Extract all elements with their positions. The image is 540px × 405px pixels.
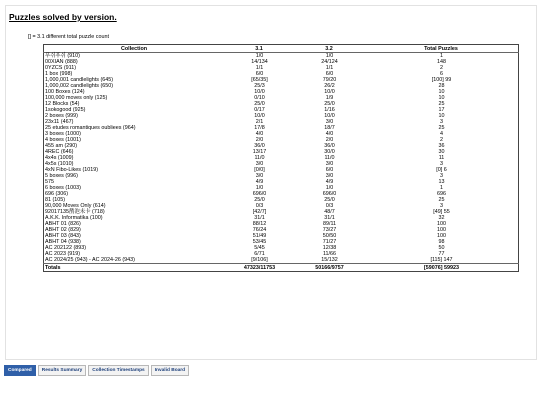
v31-cell: [65/35]: [251, 77, 268, 83]
collection-cell[interactable]: ABHT 02 (829): [45, 227, 81, 233]
total-cell: 77: [438, 251, 445, 257]
v32-cell: 73/27: [322, 227, 337, 233]
v32-cell: 4/9: [325, 179, 334, 185]
collection-cell[interactable]: ABHT 04 (938): [45, 239, 81, 245]
v31-cell: 10/0: [254, 89, 265, 95]
total-cell: 3: [440, 203, 443, 209]
table-header-row: [44, 45, 519, 53]
collection-cell[interactable]: 25 etudes romantiques oubliees (964): [45, 125, 136, 131]
collection-cell[interactable]: 1,000,001 candlelights (645): [45, 77, 114, 83]
total-cell: 25: [438, 197, 445, 203]
collection-cell[interactable]: 455 am (290): [45, 143, 78, 149]
collection-cell[interactable]: 100 Boxes (124): [45, 89, 85, 95]
v32-cell: 50/50: [322, 233, 337, 239]
v32-cell: 10/0: [324, 89, 335, 95]
v31-cell: 2/1: [255, 119, 264, 125]
collection-cell[interactable]: 4x4s (1009): [45, 155, 74, 161]
total-cell: [49] 55: [433, 209, 450, 215]
v32-cell: 0/3: [325, 203, 334, 209]
total-cell: 4: [440, 131, 443, 137]
v31-cell: 53/45: [252, 239, 267, 245]
v32-cell: 1/0: [325, 185, 334, 191]
totals-label: Totals: [44, 264, 225, 272]
tab-invalid-board[interactable]: Invalid Board: [151, 365, 189, 376]
tab-compared[interactable]: Compared: [4, 365, 36, 376]
v31-cell: 6/0: [255, 71, 264, 77]
col-header-total[interactable]: Total Puzzles: [364, 45, 519, 53]
collection-cell[interactable]: 92017135鹊泡未卡 (718): [45, 209, 105, 215]
total-cell: 25: [438, 125, 445, 131]
total-cell: 696: [437, 191, 446, 197]
collection-cell[interactable]: 1,000,002 candlelights (650): [45, 83, 114, 89]
v31-cell: 1/0: [255, 185, 264, 191]
collection-cell[interactable]: 4 boxes (1001): [45, 137, 81, 143]
collection-cell[interactable]: 0YZCS (911): [45, 65, 77, 71]
tab-collection-timestamps[interactable]: Collection Timestamps: [88, 365, 148, 376]
total-cell: 11: [438, 155, 445, 161]
total-cell: 10: [438, 95, 445, 101]
v31-cell: 6/71: [254, 251, 265, 257]
v31-cell: 51/49: [252, 233, 267, 239]
total-cell: 50: [438, 245, 445, 251]
v31-cell: 13/17: [252, 149, 267, 155]
col-header-v32[interactable]: 3.2: [294, 45, 364, 53]
v32-cell: 12/38: [322, 245, 337, 251]
bottom-tabs: [4, 365, 189, 376]
v31-cell: 25/3: [254, 83, 265, 89]
v32-cell: 48/7: [324, 209, 335, 215]
v32-cell: 11/0: [324, 155, 335, 161]
v32-cell: 30/0: [324, 149, 335, 155]
v31-cell: 0/3: [255, 203, 264, 209]
total-cell: 3: [440, 173, 443, 179]
puzzles-table: [43, 44, 519, 272]
total-cell: 10: [438, 89, 445, 95]
total-cell: 98: [438, 239, 445, 245]
collection-cell[interactable]: 00XIAN (888): [45, 59, 78, 65]
total-cell: 17: [438, 107, 445, 113]
v32-cell: 6/0: [325, 71, 334, 77]
v31-cell: 0/10: [254, 95, 265, 101]
totals-total: [59076] 59923: [364, 264, 519, 272]
v32-cell: 71/27: [322, 239, 337, 245]
collection-cell[interactable]: 푸쉬푸쉬 (910): [45, 53, 80, 59]
collection-cell[interactable]: 3 boxes (1000): [45, 131, 81, 137]
total-cell: 6: [440, 71, 443, 77]
v31-cell: [9/106]: [251, 257, 268, 263]
total-cell: 28: [438, 83, 445, 89]
v32-cell: 1/16: [324, 107, 335, 113]
total-cell: [115] 147: [430, 257, 453, 263]
v32-cell: 3/0: [325, 173, 334, 179]
v32-cell: 25/0: [324, 197, 335, 203]
collection-cell[interactable]: 575: [45, 179, 54, 185]
v32-cell: 10/0: [324, 113, 335, 119]
v32-cell: 25/0: [324, 101, 335, 107]
v32-cell: 36/0: [324, 143, 335, 149]
totals-v31: 47323/11753: [224, 264, 294, 272]
v32-cell: 11/66: [322, 251, 337, 257]
collection-cell[interactable]: 4xN Fibo-Likes (1019): [45, 167, 99, 173]
total-cell: 2: [440, 137, 443, 143]
total-cell: [0] 6: [436, 167, 447, 173]
collection-cell[interactable]: 81 (105): [45, 197, 66, 203]
v32-cell: 3/0: [325, 161, 334, 167]
total-cell: [100] 99: [431, 77, 452, 83]
v32-cell: 1/9: [325, 95, 334, 101]
totals-v32: 50166/9757: [294, 264, 364, 272]
v32-cell: 2/0: [325, 137, 334, 143]
collection-cell[interactable]: 1sokogood (925): [45, 107, 86, 113]
v32-cell: 6/0: [325, 167, 334, 173]
v31-cell: 3/0: [255, 161, 264, 167]
collection-cell[interactable]: 90,000 Moves Only (614): [45, 203, 106, 209]
collection-cell[interactable]: 100,000 moves only (125): [45, 95, 108, 101]
totals-row: [44, 264, 519, 272]
total-cell: 1: [440, 53, 443, 59]
page-title: Puzzles solved by version.: [9, 12, 117, 22]
v31-cell: 76/24: [252, 227, 267, 233]
collection-cell[interactable]: A.K.K. Informatika (100): [45, 215, 103, 221]
v32-cell: 3/0: [325, 119, 334, 125]
v31-cell: [0/0]: [254, 167, 265, 173]
collection-cell[interactable]: AC 2024/25 (943) - AC 2024-26 (943): [45, 257, 135, 263]
collection-cell[interactable]: 696 (306): [45, 191, 69, 197]
v32-cell: 1/0: [325, 53, 334, 59]
total-cell: 100: [437, 221, 446, 227]
collection-cell[interactable]: 23x11 (467): [45, 119, 74, 125]
v31-cell: 11/0: [254, 155, 265, 161]
v32-cell: 24/124: [321, 59, 338, 65]
col-header-collection[interactable]: Collection: [44, 45, 225, 53]
v31-cell: 696/0: [252, 191, 267, 197]
v31-cell: 31/1: [254, 215, 265, 221]
v32-cell: 79/20: [322, 77, 337, 83]
v32-cell: 26/2: [324, 83, 335, 89]
collection-cell[interactable]: 2 boxes (999): [45, 113, 78, 119]
total-cell: 30: [438, 149, 445, 155]
total-cell: 100: [437, 227, 446, 233]
v31-cell: 36/0: [254, 143, 265, 149]
v31-cell: 1/0: [255, 53, 264, 59]
total-cell: 148: [437, 59, 446, 65]
v31-cell: 14/134: [251, 59, 268, 65]
collection-cell[interactable]: AC 2023 (919): [45, 251, 81, 257]
total-cell: 3: [440, 161, 443, 167]
v32-cell: 89/11: [322, 221, 337, 227]
collection-cell[interactable]: 5 boxes (996): [45, 173, 78, 179]
v31-cell: 3/0: [255, 173, 264, 179]
v31-cell: [42/7]: [252, 209, 267, 215]
v31-cell: 88/12: [252, 221, 267, 227]
collection-cell[interactable]: 12 Blocks (54): [45, 101, 80, 107]
collection-cell[interactable]: 4REC (646): [45, 149, 74, 155]
v31-cell: 4/0: [255, 131, 264, 137]
col-header-v31[interactable]: 3.1: [224, 45, 294, 53]
v31-cell: 25/0: [254, 101, 265, 107]
total-cell: 10: [438, 113, 445, 119]
total-cell: 13: [438, 179, 445, 185]
v31-cell: 10/0: [254, 113, 265, 119]
collection-cell[interactable]: 6 boxes (1003): [45, 185, 81, 191]
collection-cell[interactable]: 4x5s (1010): [45, 161, 74, 167]
total-cell: 3: [440, 119, 443, 125]
collection-cell[interactable]: ABHT 03 (843): [45, 233, 81, 239]
v31-cell: 4/9: [255, 179, 264, 185]
v32-cell: 18/7: [324, 125, 335, 131]
page-content: [5, 5, 537, 360]
legend-note: [] = 3.1 different total puzzle count: [28, 34, 109, 40]
v31-cell: 2/0: [255, 137, 264, 143]
v32-cell: 696/0: [322, 191, 337, 197]
tab-results-summary[interactable]: Results Summary: [38, 365, 87, 376]
v31-cell: 25/0: [254, 197, 265, 203]
v32-cell: 1/1: [325, 65, 334, 71]
collection-cell[interactable]: 1 box (998): [45, 71, 73, 77]
collection-cell[interactable]: ABHT 01 (826): [45, 221, 81, 227]
v31-cell: 1/1: [255, 65, 264, 71]
total-cell: 32: [438, 215, 445, 221]
v31-cell: 0/17: [254, 107, 265, 113]
total-cell: 1: [440, 185, 443, 191]
v32-cell: 15/132: [321, 257, 338, 263]
total-cell: 36: [438, 143, 445, 149]
v32-cell: 4/0: [325, 131, 334, 137]
total-cell: 25: [438, 101, 445, 107]
total-cell: 2: [440, 65, 443, 71]
collection-cell[interactable]: AC 202122 (893): [45, 245, 87, 251]
v31-cell: 5/45: [254, 245, 265, 251]
v32-cell: 31/1: [324, 215, 335, 221]
total-cell: 100: [437, 233, 446, 239]
v31-cell: 17/8: [254, 125, 265, 131]
